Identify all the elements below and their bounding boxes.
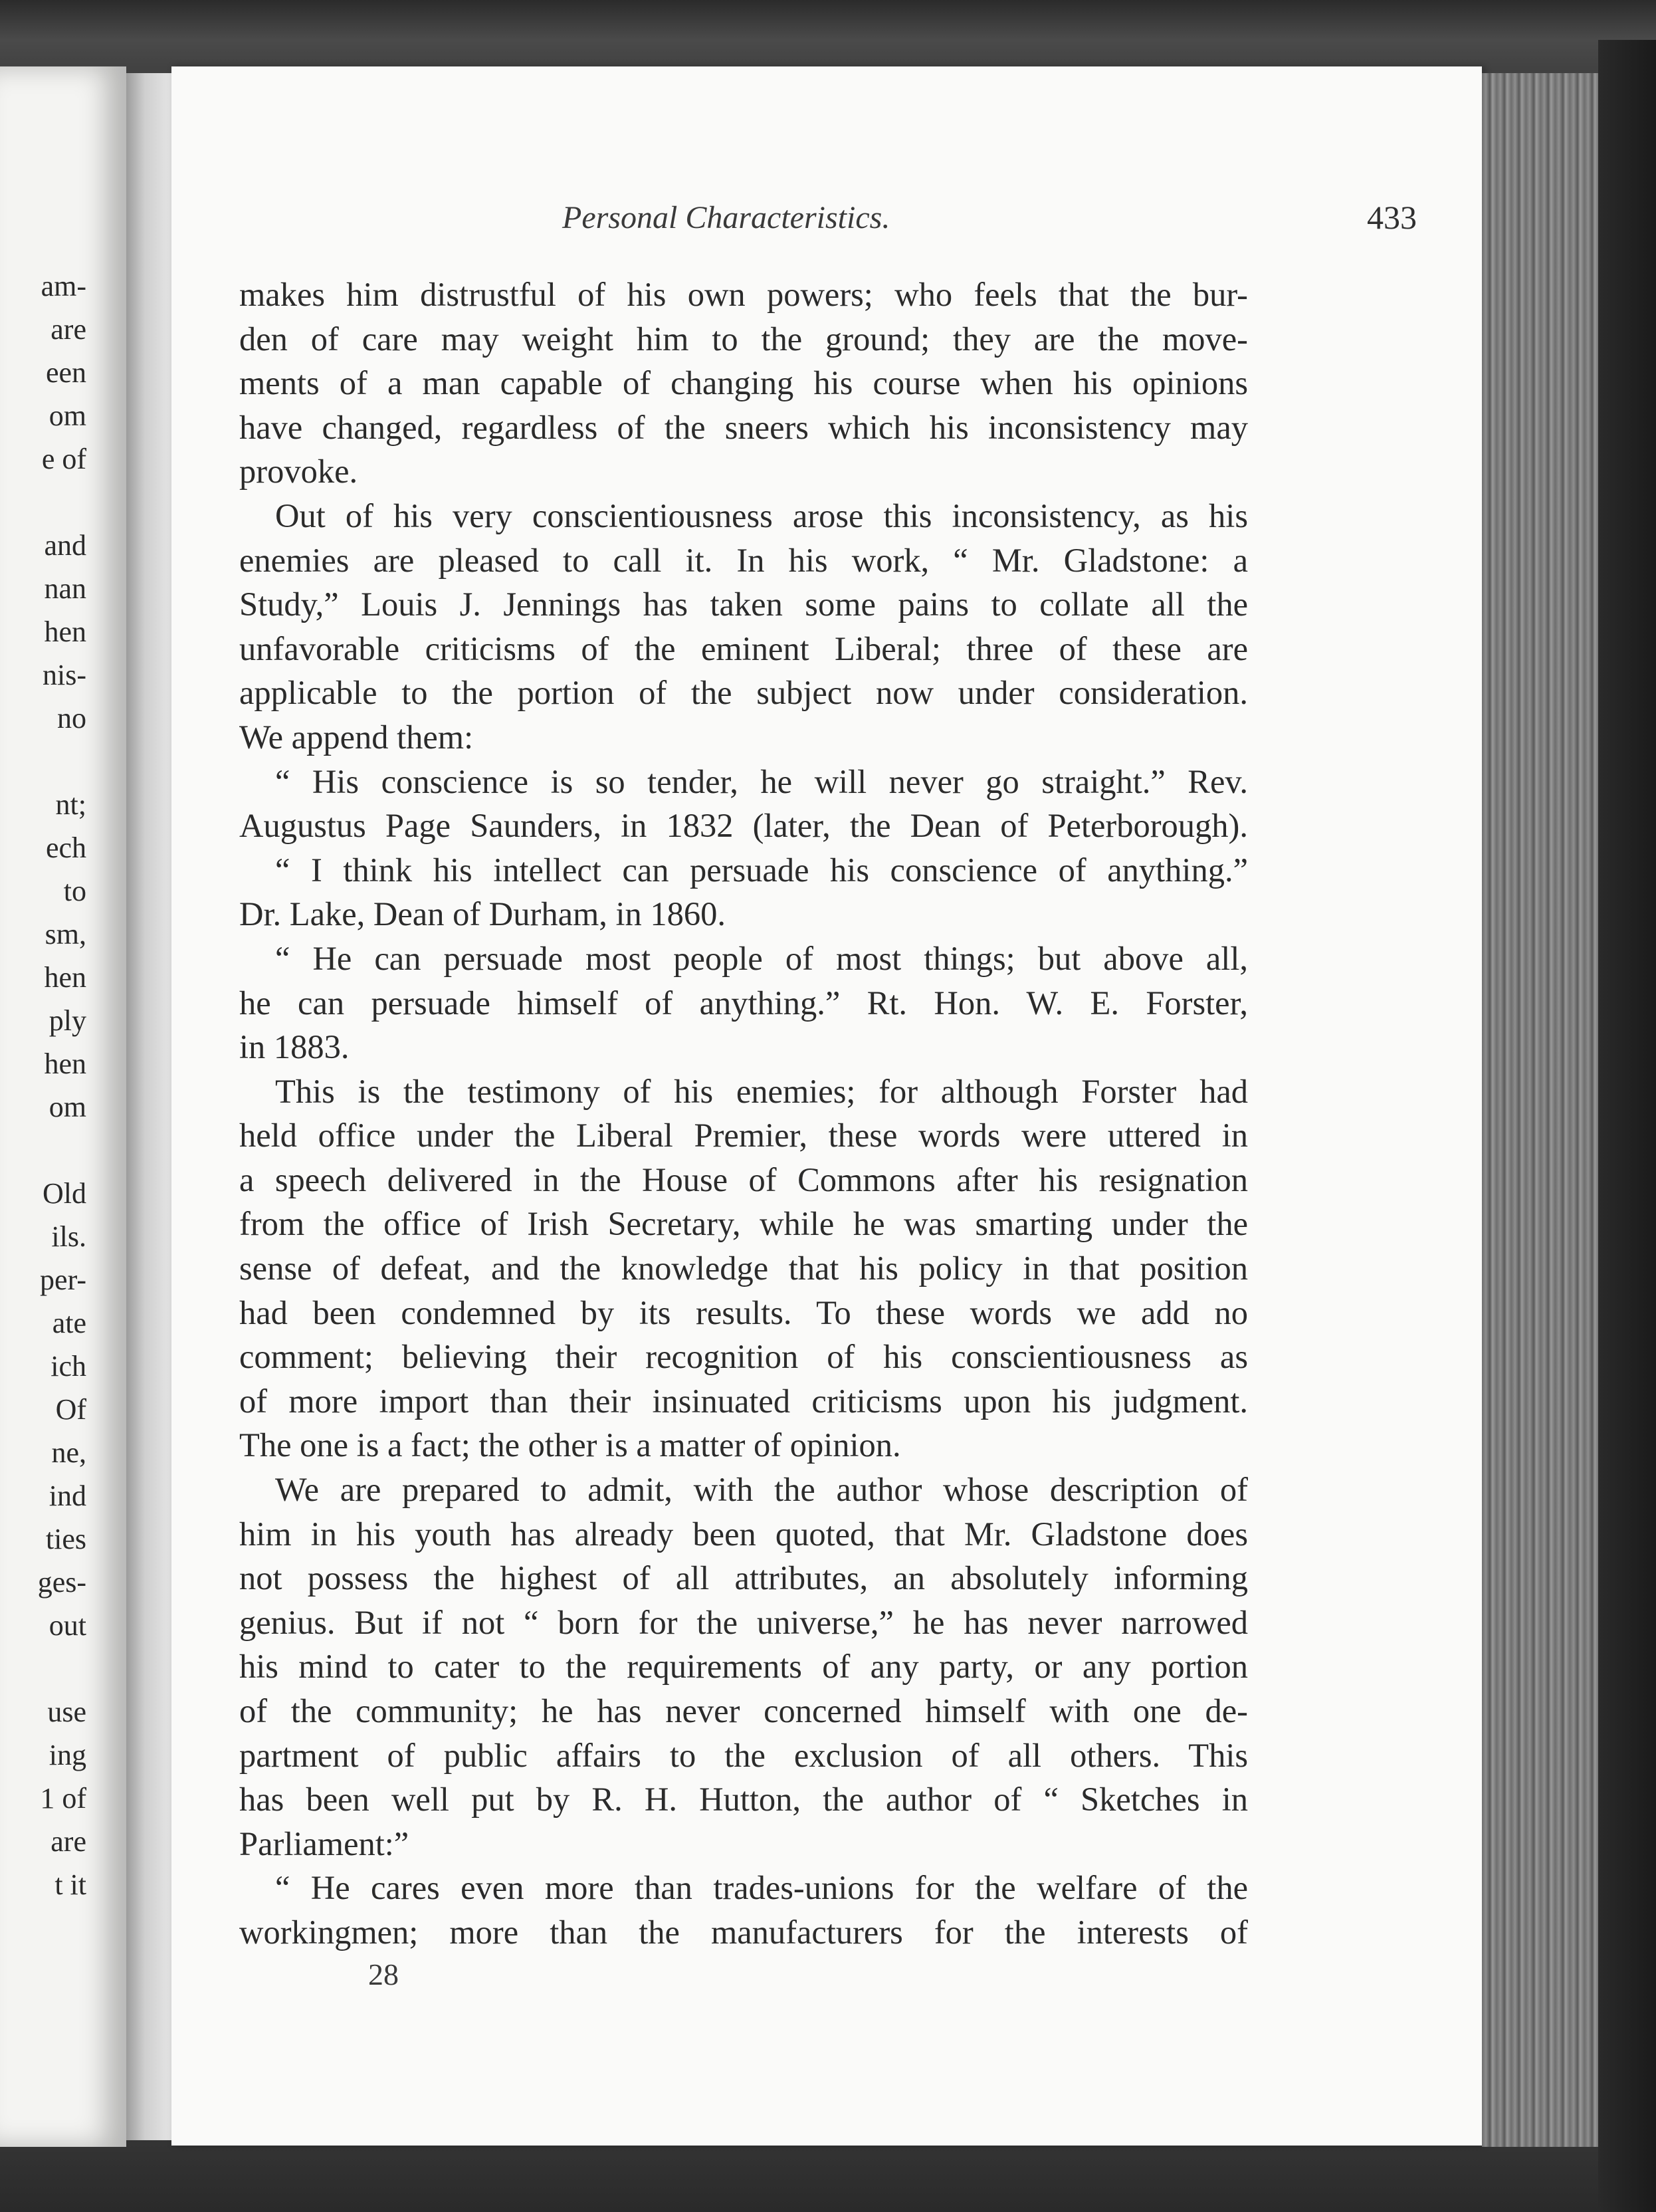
facing-page-fragment: ne, (51, 1436, 86, 1469)
scanner-edge (1598, 40, 1656, 2212)
facing-page-fragment: am- (41, 270, 86, 302)
facing-page-fragment: om (49, 399, 86, 432)
text-line: Study,” Louis J. Jennings has taken some pains to collate all the (239, 586, 1248, 623)
text-line: Augustus Page Saunders, in 1832 (later, the Dean of Peterborough). (239, 807, 1248, 845)
signature-mark: 28 (368, 1957, 399, 1991)
facing-page-fragment: to (63, 875, 86, 907)
facing-page-fragment: Of (55, 1393, 86, 1426)
text-line: partment of public affairs to the exclusion of all others. This (239, 1736, 1248, 1774)
text-line: We are prepared to admit, with the author whose description of (275, 1471, 1248, 1509)
page-header (239, 199, 1417, 239)
facing-page-fragment: are (51, 313, 86, 346)
text-line: applicable to the portion of the subject now under consideration. (239, 674, 1248, 712)
facing-page-fragment: hen (44, 961, 86, 994)
facing-page-fragment: hen (44, 615, 86, 648)
facing-page-fragment: no (57, 702, 86, 734)
facing-page-fragment: nt; (55, 788, 86, 821)
text-line: den of care may weight him to the ground; they are the move- (239, 320, 1248, 358)
text-line: This is the testimony of his enemies; for although Forster had (275, 1072, 1248, 1110)
facing-page-fragment: ind (49, 1480, 86, 1512)
text-line: sense of defeat, and the knowledge that his policy in that position (239, 1250, 1248, 1287)
text-line: enemies are pleased to call it. In his work, “ Mr. Gladstone: a (239, 541, 1248, 579)
text-line: his mind to cater to the requirements of any party, or any portion (239, 1648, 1248, 1686)
facing-page-fragment: e of (41, 443, 86, 475)
text-line: Dr. Lake, Dean of Durham, in 1860. (239, 895, 726, 933)
facing-page-fragment: hen (44, 1048, 86, 1080)
text-line: have changed, regardless of the sneers which his inconsistency may (239, 408, 1248, 446)
text-line: of the community; he has never concerned himself with one de- (239, 1692, 1248, 1729)
facing-page-fragment: ich (51, 1350, 86, 1382)
facing-page-fragment: ges- (37, 1566, 86, 1599)
text-line: a speech delivered in the House of Commons after his resignation (239, 1161, 1248, 1198)
facing-page-fragment: out (49, 1609, 86, 1642)
text-line: genius. But if not “ born for the universe,” he has never narrowed (239, 1603, 1248, 1641)
facing-page-fragment: 1 of (40, 1782, 86, 1815)
facing-page-fragment: een (45, 356, 86, 389)
facing-page-fragment: ils. (51, 1220, 86, 1253)
facing-page-fragment: per- (40, 1264, 86, 1296)
text-line: not possess the highest of all attributes, an absolutely informing (239, 1559, 1248, 1597)
text-line: “ He cares even more than trades-unions for the welfare of the (275, 1869, 1248, 1907)
text-line: “ I think his intellect can persuade his conscience of anything.” (275, 851, 1248, 889)
text-line: comment; believing their recognition of his conscientiousness as (239, 1338, 1248, 1376)
facing-page-fragment: ing (49, 1739, 86, 1771)
facing-page-fragment: use (47, 1696, 86, 1728)
facing-page-fragment: om (49, 1091, 86, 1123)
page-number: 433 (1367, 199, 1417, 236)
text-line: he can persuade himself of anything.” Rt. Hon. W. E. Forster, (239, 984, 1248, 1022)
text-line: workingmen; more than the manufacturers for the interests of (239, 1913, 1248, 1951)
text-line: from the office of Irish Secretary, while he was smarting under the (239, 1205, 1248, 1243)
text-line: Parliament:” (239, 1825, 409, 1862)
text-line: in 1883. (239, 1028, 350, 1066)
text-line: The one is a fact; the other is a matter of opinion. (239, 1426, 901, 1464)
facing-page-fragment: t it (54, 1868, 86, 1901)
facing-page-fragment: ties (45, 1523, 86, 1555)
text-line: “ He can persuade most people of most things; but above all, (275, 939, 1248, 977)
text-line: unfavorable criticisms of the eminent Liberal; three of these are (239, 629, 1248, 667)
facing-page-fragment: ate (52, 1307, 86, 1339)
facing-page-fragment: nis- (43, 659, 86, 691)
text-line: Out of his very conscientiousness arose this inconsistency, as his (275, 497, 1248, 534)
facing-page-fragment: Old (43, 1177, 86, 1210)
text-line: held office under the Liberal Premier, these words were uttered in (239, 1117, 1248, 1155)
facing-page-fragment: sm, (45, 918, 86, 950)
text-line: him in his youth has already been quoted, that Mr. Gladstone does (239, 1515, 1248, 1553)
facing-page-fragment: and (44, 529, 86, 562)
body-text (239, 273, 1248, 1955)
text-line: has been well put by R. H. Hutton, the author of “ Sketches in (239, 1781, 1248, 1819)
facing-page-fragment: are (51, 1825, 86, 1858)
text-line: We append them: (239, 718, 474, 756)
text-line: provoke. (239, 453, 358, 491)
page-edges (1482, 73, 1598, 2147)
facing-page-fragment: ech (45, 831, 86, 864)
text-line: ments of a man capable of changing his course when his opinions (239, 364, 1248, 402)
text-line: makes him distrustful of his own powers; who feels that the bur- (239, 276, 1248, 313)
text-line: “ His conscience is so tender, he will never go straight.” Rev. (275, 762, 1248, 800)
facing-page-fragment: ply (49, 1004, 86, 1037)
text-line: had been condemned by its results. To these words we add no (239, 1293, 1248, 1331)
facing-page-fragment: nan (44, 572, 86, 605)
text-line: of more import than their insinuated criticisms upon his judgment. (239, 1382, 1248, 1420)
facing-page-left (0, 66, 126, 2147)
running-head: Personal Characteristics. (562, 200, 890, 235)
book-gutter (126, 73, 173, 2140)
